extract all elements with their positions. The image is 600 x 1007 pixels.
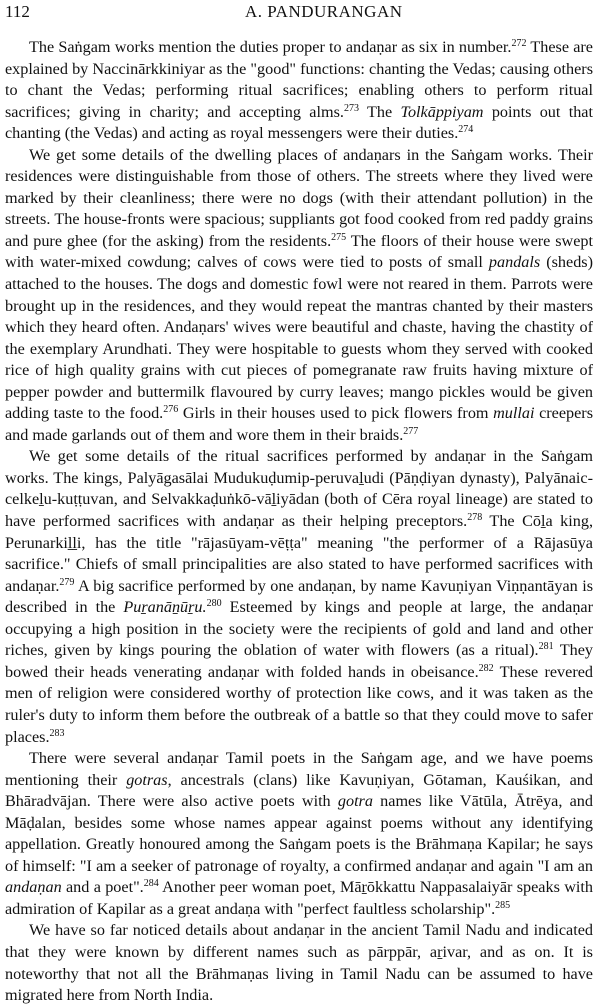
paragraph-conclusion bbox=[5, 920, 593, 1006]
text-run: points out that chanting (the Vedas) and acting as royal messengers were their duties. bbox=[5, 102, 593, 143]
text-run: creepers and made garlands out of them and wore them in their braids. bbox=[5, 404, 594, 444]
text-run: (sheds) attached to the houses. The dogs and domestic fowl were not reared in them. Parrots were brought up in the residences, and they would repeat the mantras chanted by their masters which they heard often. Andaṇars' wives were beautiful and chaste, having the chastity of the exemplary Arundhati. They were hospitable to guests whom they served with cooked rice of high quality grains with cut pieces of pomegranate raw fruits having mixture of pepper powder and buttermilk flavoured by curry leaves; mango pickles would be given adding taste to the food. bbox=[5, 253, 593, 423]
text-run: The Saṅgam works mention the duties proper to andaṇar as six in number. bbox=[29, 38, 512, 56]
text-run: names like Vātūla, Ātrēya, and Māḍalan, besides some whose names appear against poems without any identifying appellation. Greatly honoured among the Saṅgam poets is the Brāhmaṇa Kapilar; he says of himself: "I am a seeker of patronage of royalty, a confirmed andaṇar and again "I am an bbox=[5, 792, 593, 875]
footnote-ref[interactable]: 283 bbox=[49, 727, 65, 739]
body-text bbox=[5, 37, 593, 1007]
text-run: There were several andaṇar Tamil poets in the Saṅgam age, and we have poems mentioning their bbox=[5, 749, 593, 789]
text-run: The Cōḻa king, Perunarkiḻḻi, has the title "rājasūyam-vēṭṭa" meaning "the performer of a Rājasūya sacrifice." Chiefs of small principalities are also stated to have performed sacrifices with andaṇar. bbox=[5, 512, 593, 595]
italic-term: mullai bbox=[493, 404, 535, 423]
page-header bbox=[5, 2, 592, 24]
text-run: Girls in their houses used to pick flowers from bbox=[178, 404, 494, 423]
paragraph-sacrifices bbox=[5, 446, 593, 748]
footnote-ref[interactable]: 282 bbox=[478, 662, 494, 674]
text-run: We get some details of the ritual sacrifices performed by andaṇar in the Saṅgam works. The kings, Palyāgasālai Mudukuḍumip-peruvaḻudi (Pāṇḍiyan dynasty), Palyānaic-celkeḻu-kuṭṭuvan, and Selvakkaḍuṅkō-vāḻiyādan (both of Cēra royal lineage) are stated to have performed sacrifices with andaṇar as their helping preceptors. bbox=[5, 447, 593, 531]
text-run: and a poet". bbox=[61, 878, 144, 897]
footnote-ref[interactable]: 279 bbox=[59, 576, 75, 588]
footnote-ref[interactable]: 276 bbox=[163, 404, 179, 416]
paragraph-poets bbox=[5, 748, 593, 920]
text-run: A big sacrifice performed by one andaṇan, by name Kavuṇiyan Viṇṇantāyan is described in the bbox=[5, 576, 593, 617]
text-run: , ancestrals (clans) like Kavuṇiyan, Gōtaman, Kauśikan, and Bhāradvājan. There were also active poets with bbox=[5, 770, 593, 811]
footnote-ref[interactable]: 284 bbox=[143, 878, 159, 890]
text-run: These are explained by Naccinārkkiniyar as the "good" functions: chanting the Vedas; causing others to chant the Vedas; performing ritual sacrifices; enabling others to perform ritual sacrifices; giving in charity; and accepting alms. bbox=[5, 38, 593, 121]
text-run: Another peer woman poet, Māṟōkkattu Nappasalaiyār speaks with admiration of Kapilar as a great andaṇa with "perfect faultless scholarship". bbox=[5, 878, 593, 918]
footnote-ref[interactable]: 285 bbox=[495, 899, 511, 911]
italic-term: pandals bbox=[488, 253, 541, 272]
footnote-ref[interactable]: 277 bbox=[403, 425, 419, 437]
footnote-ref[interactable]: 272 bbox=[511, 38, 527, 49]
italic-term: Tolkāppiyam bbox=[400, 102, 484, 121]
text-run: They bowed their heads venerating andaṇar with folded hands in obeisance. bbox=[5, 641, 594, 681]
footnote-ref[interactable]: 274 bbox=[458, 124, 474, 136]
text-run: Esteemed by kings and people at large, the andaṇar occupying a high position in the society were the recipients of gold and land and other riches, given by kings pouring the oblation of water with flowers (as a ritual). bbox=[5, 598, 593, 660]
italic-term: gotra bbox=[337, 792, 373, 811]
footnote-ref[interactable]: 275 bbox=[331, 231, 347, 243]
paragraph-dwellings bbox=[5, 145, 593, 447]
text-run: The floors of their house were swept with water-mixed cowdung; calves of cows were tied to posts of small bbox=[5, 231, 593, 272]
text-run: We have so far noticed details about andaṇar in the ancient Tamil Nadu and indicated that they were known by different names such as pārppār, aṟivar, and as on. It is noteworthy that not all the Brāhmaṇas living in Tamil Nadu can be assumed to have migrated here from North India. bbox=[5, 921, 593, 1005]
page-number: 112 bbox=[5, 2, 30, 21]
italic-term: andaṇan bbox=[5, 878, 62, 897]
italic-term: Puṟanāṉūṟu. bbox=[123, 598, 207, 617]
footnote-ref[interactable]: 280 bbox=[206, 598, 222, 610]
text-run: These revered men of religion were considered worthy of protection like cows, and it was taken as the ruler's duty to inform them before the outbreak of a battle so that they could move to safer places. bbox=[5, 662, 593, 746]
footnote-ref[interactable]: 281 bbox=[538, 641, 554, 653]
footnote-ref[interactable]: 273 bbox=[343, 102, 359, 114]
paragraph-duties bbox=[5, 37, 593, 145]
text-run: We get some details of the dwelling places of andaṇars in the Saṅgam works. Their residences were distinguishable from those of others. The streets where they lived were marked by their cleanliness; there were no dogs (with their attendant pollution) in the streets. The house-fronts were spacious; suppliants got food cooked from red paddy grains and pure ghee (for the asking) from the residents. bbox=[5, 145, 593, 250]
running-head: A. PANDURANGAN bbox=[245, 2, 403, 21]
text-run: The bbox=[358, 102, 401, 121]
italic-term: gotras bbox=[126, 770, 168, 789]
footnote-ref[interactable]: 278 bbox=[467, 512, 483, 524]
